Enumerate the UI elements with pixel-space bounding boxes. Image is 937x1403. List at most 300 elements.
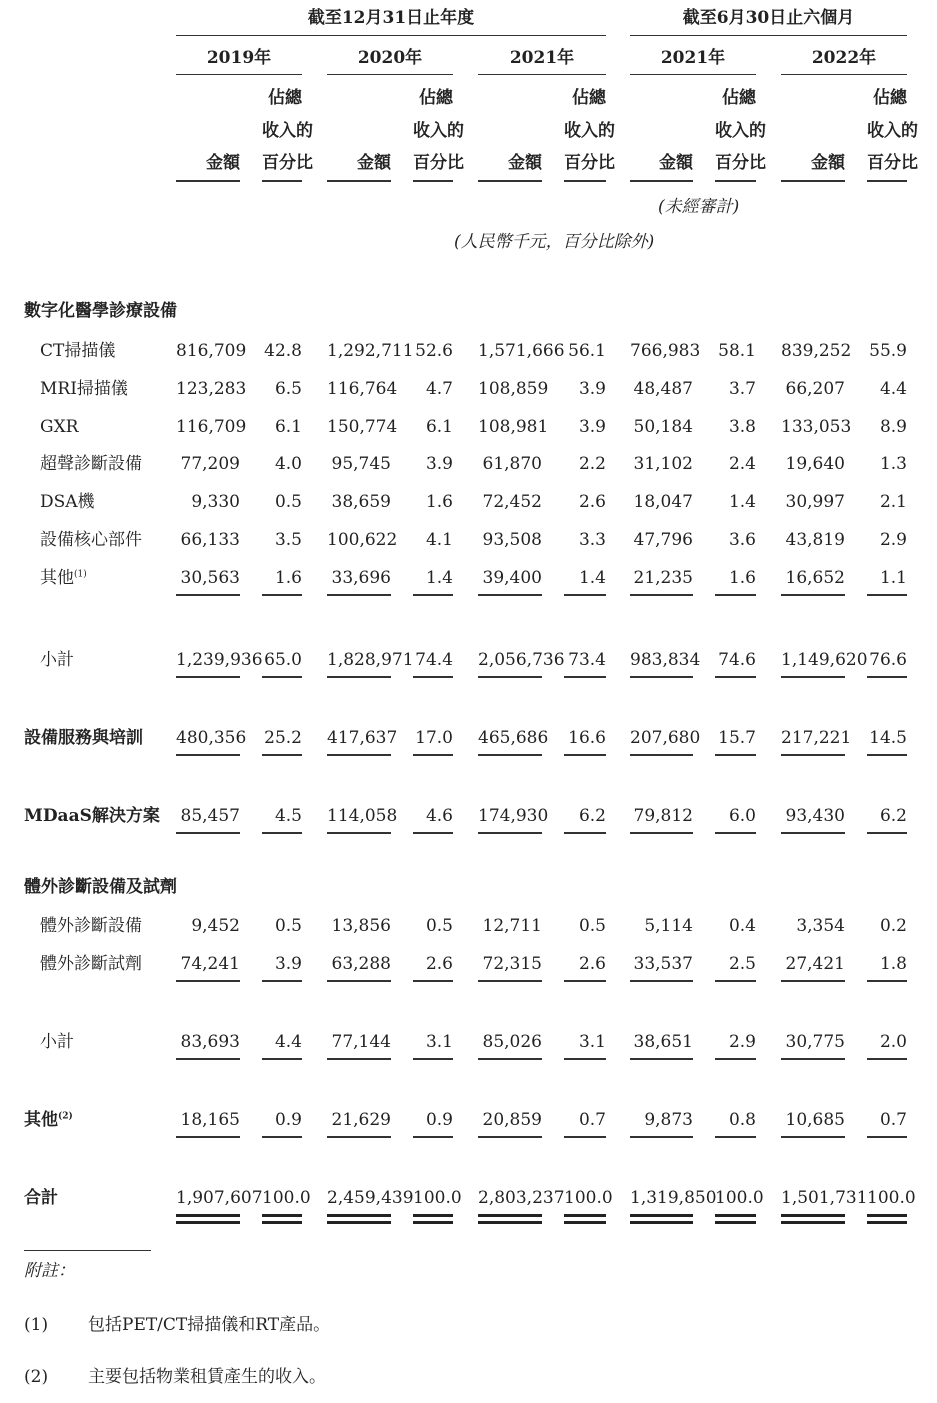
divider xyxy=(413,180,453,182)
divider xyxy=(413,832,453,834)
table-cell-amount: 9,873 xyxy=(644,1110,693,1130)
table-cell-amount: 38,659 xyxy=(331,492,391,512)
col-header-pct: 佔總 xyxy=(268,88,302,108)
table-cell-amount: 27,421 xyxy=(785,954,845,974)
divider xyxy=(564,676,606,678)
table-cell-percent: 3.8 xyxy=(728,417,756,437)
table-cell-percent: 0.9 xyxy=(425,1110,453,1130)
period-annual-header: 截至12月31日止年度 xyxy=(307,8,475,28)
table-cell-percent: 1.6 xyxy=(728,568,756,588)
double-underline xyxy=(327,1214,391,1217)
table-cell-amount: 766,983 xyxy=(630,341,701,361)
table-cell-amount: 1,501,731 xyxy=(781,1188,868,1208)
row-label-ivd-reagent: 體外診斷試劑 xyxy=(40,954,142,974)
table-cell-percent: 6.1 xyxy=(274,417,302,437)
double-underline xyxy=(867,1221,907,1224)
divider xyxy=(478,1058,542,1060)
divider xyxy=(564,1136,606,1138)
table-cell-percent: 2.2 xyxy=(578,454,606,474)
col-header-amount: 金額 xyxy=(659,153,693,173)
row-label-dsa: DSA機 xyxy=(40,492,95,512)
table-cell-percent: 8.9 xyxy=(879,417,907,437)
divider xyxy=(781,74,907,75)
year-header: 2021年 xyxy=(509,48,575,68)
table-cell-amount: 1,149,620 xyxy=(781,650,868,670)
table-cell-amount: 72,315 xyxy=(482,954,542,974)
divider xyxy=(262,1058,302,1060)
period-half-header: 截至6月30日止六個月 xyxy=(682,8,855,28)
row-label-ultrasound: 超聲診斷設備 xyxy=(40,454,142,474)
table-cell-amount: 123,283 xyxy=(176,379,247,399)
table-cell-amount: 18,047 xyxy=(633,492,693,512)
double-underline xyxy=(781,1214,845,1217)
table-cell-amount: 480,356 xyxy=(176,728,247,748)
table-cell-percent: 3.6 xyxy=(728,530,756,550)
divider xyxy=(867,676,907,678)
divider xyxy=(176,180,240,182)
table-cell-percent: 100.0 xyxy=(262,1188,311,1208)
table-cell-amount: 50,184 xyxy=(633,417,693,437)
divider xyxy=(630,676,693,678)
table-cell-percent: 0.5 xyxy=(425,916,453,936)
divider xyxy=(176,1136,240,1138)
double-underline xyxy=(262,1221,302,1224)
divider xyxy=(327,832,391,834)
table-cell-amount: 30,997 xyxy=(785,492,845,512)
table-cell-amount: 30,775 xyxy=(785,1032,845,1052)
divider xyxy=(262,180,302,182)
table-cell-amount: 21,629 xyxy=(331,1110,391,1130)
row-label-subtotal2: 小計 xyxy=(40,1032,74,1052)
table-cell-amount: 217,221 xyxy=(781,728,852,748)
divider xyxy=(781,180,845,182)
divider xyxy=(262,832,302,834)
table-cell-percent: 4.1 xyxy=(425,530,453,550)
divider xyxy=(176,754,240,756)
divider xyxy=(781,754,845,756)
table-cell-percent: 0.5 xyxy=(274,492,302,512)
table-cell-amount: 465,686 xyxy=(478,728,549,748)
note-1-number: (1) xyxy=(24,1315,49,1335)
divider xyxy=(327,74,453,75)
table-cell-percent: 0.7 xyxy=(879,1110,907,1130)
table-cell-percent: 74.4 xyxy=(415,650,453,670)
divider xyxy=(478,832,542,834)
table-cell-percent: 1.8 xyxy=(879,954,907,974)
table-cell-percent: 0.4 xyxy=(728,916,756,936)
divider xyxy=(630,754,693,756)
table-cell-amount: 1,319,850 xyxy=(630,1188,717,1208)
table-cell-percent: 74.6 xyxy=(718,650,756,670)
table-cell-percent: 52.6 xyxy=(415,341,453,361)
divider xyxy=(413,980,453,982)
divider xyxy=(867,1136,907,1138)
table-cell-amount: 9,452 xyxy=(191,916,240,936)
divider xyxy=(715,754,756,756)
divider xyxy=(413,676,453,678)
table-cell-percent: 14.5 xyxy=(869,728,907,748)
divider xyxy=(781,594,845,596)
unit-note: (人民幣千元，百分比除外) xyxy=(454,232,655,252)
divider xyxy=(781,676,845,678)
divider xyxy=(715,594,756,596)
table-cell-amount: 2,056,736 xyxy=(478,650,565,670)
divider xyxy=(564,832,606,834)
divider xyxy=(715,1136,756,1138)
divider xyxy=(176,832,240,834)
table-cell-percent: 42.8 xyxy=(264,341,302,361)
col-header-pct: 佔總 xyxy=(722,88,756,108)
table-cell-amount: 1,828,971 xyxy=(327,650,414,670)
divider xyxy=(630,74,756,75)
table-cell-percent: 100.0 xyxy=(413,1188,462,1208)
divider xyxy=(262,1136,302,1138)
table-cell-percent: 3.3 xyxy=(578,530,606,550)
table-cell-percent: 1.3 xyxy=(879,454,907,474)
table-cell-amount: 79,812 xyxy=(633,806,693,826)
table-cell-amount: 10,685 xyxy=(785,1110,845,1130)
table-cell-amount: 839,252 xyxy=(781,341,852,361)
col-header-pct: 百分比 xyxy=(564,153,615,173)
table-cell-percent: 25.2 xyxy=(264,728,302,748)
section-service: 設備服務與培訓 xyxy=(24,728,143,748)
notes-heading: 附註： xyxy=(24,1261,75,1281)
table-cell-percent: 3.5 xyxy=(274,530,302,550)
table-cell-amount: 983,834 xyxy=(630,650,701,670)
double-underline xyxy=(715,1221,756,1224)
table-cell-amount: 66,207 xyxy=(785,379,845,399)
table-cell-percent: 17.0 xyxy=(415,728,453,748)
table-cell-percent: 4.4 xyxy=(879,379,907,399)
table-cell-amount: 47,796 xyxy=(633,530,693,550)
double-underline xyxy=(630,1221,693,1224)
col-header-pct: 佔總 xyxy=(873,88,907,108)
table-cell-amount: 816,709 xyxy=(176,341,247,361)
row-label-ivd-equipment: 體外診斷設備 xyxy=(40,916,142,936)
year-header: 2021年 xyxy=(660,48,726,68)
row-label-mri: MRI掃描儀 xyxy=(40,379,128,399)
table-cell-amount: 12,711 xyxy=(482,916,542,936)
table-cell-percent: 15.7 xyxy=(718,728,756,748)
table-cell-percent: 2.0 xyxy=(879,1032,907,1052)
double-underline xyxy=(781,1221,845,1224)
table-cell-amount: 19,640 xyxy=(785,454,845,474)
table-cell-amount: 20,859 xyxy=(482,1110,542,1130)
table-cell-amount: 1,292,711 xyxy=(327,341,414,361)
table-cell-percent: 2.6 xyxy=(578,954,606,974)
section-other: 其他$^{(2)}$ xyxy=(24,1110,73,1130)
divider xyxy=(630,980,693,982)
divider xyxy=(630,594,693,596)
table-cell-amount: 9,330 xyxy=(191,492,240,512)
col-header-pct: 收入的 xyxy=(715,121,766,141)
footnote-divider xyxy=(24,1250,151,1251)
table-cell-percent: 0.5 xyxy=(578,916,606,936)
divider xyxy=(262,754,302,756)
section-digital: 數字化醫學診療設備 xyxy=(24,301,177,321)
table-cell-percent: 4.7 xyxy=(425,379,453,399)
table-cell-amount: 114,058 xyxy=(327,806,398,826)
table-cell-percent: 2.9 xyxy=(728,1032,756,1052)
table-cell-amount: 33,537 xyxy=(633,954,693,974)
table-cell-percent: 1.4 xyxy=(728,492,756,512)
divider xyxy=(413,594,453,596)
year-header: 2019年 xyxy=(206,48,272,68)
table-cell-percent: 58.1 xyxy=(718,341,756,361)
table-cell-percent: 3.7 xyxy=(728,379,756,399)
table-cell-percent: 6.2 xyxy=(879,806,907,826)
table-cell-percent: 4.4 xyxy=(274,1032,302,1052)
divider xyxy=(781,980,845,982)
table-cell-amount: 2,803,237 xyxy=(478,1188,565,1208)
divider xyxy=(176,74,302,75)
double-underline xyxy=(176,1214,240,1217)
unaudited-note: (未經審計) xyxy=(658,197,740,217)
double-underline xyxy=(564,1221,606,1224)
divider xyxy=(478,180,542,182)
col-header-pct: 收入的 xyxy=(867,121,918,141)
divider xyxy=(478,74,606,75)
table-cell-percent: 4.0 xyxy=(274,454,302,474)
divider xyxy=(564,180,606,182)
divider xyxy=(478,980,542,982)
year-header: 2022年 xyxy=(811,48,877,68)
table-cell-percent: 6.5 xyxy=(274,379,302,399)
table-cell-amount: 93,508 xyxy=(482,530,542,550)
divider xyxy=(262,676,302,678)
divider xyxy=(715,832,756,834)
col-header-amount: 金額 xyxy=(811,153,845,173)
table-cell-amount: 116,764 xyxy=(327,379,398,399)
table-cell-amount: 3,354 xyxy=(796,916,845,936)
table-cell-amount: 108,859 xyxy=(478,379,549,399)
divider xyxy=(413,1136,453,1138)
table-cell-amount: 21,235 xyxy=(633,568,693,588)
divider xyxy=(867,754,907,756)
divider xyxy=(564,980,606,982)
table-cell-amount: 85,457 xyxy=(180,806,240,826)
double-underline xyxy=(413,1214,453,1217)
divider xyxy=(715,980,756,982)
divider xyxy=(327,1136,391,1138)
section-mdaas: MDaaS解決方案 xyxy=(24,806,160,826)
table-cell-percent: 100.0 xyxy=(564,1188,613,1208)
divider xyxy=(478,1136,542,1138)
divider xyxy=(327,180,391,182)
table-cell-percent: 1.6 xyxy=(274,568,302,588)
table-cell-amount: 13,856 xyxy=(331,916,391,936)
note-2-number: (2) xyxy=(24,1367,49,1387)
table-cell-amount: 174,930 xyxy=(478,806,549,826)
divider xyxy=(715,676,756,678)
table-cell-percent: 1.6 xyxy=(425,492,453,512)
row-label-subtotal1: 小計 xyxy=(40,650,74,670)
table-cell-amount: 150,774 xyxy=(327,417,398,437)
row-label-core-parts: 設備核心部件 xyxy=(40,530,142,550)
table-cell-percent: 0.8 xyxy=(728,1110,756,1130)
table-cell-percent: 3.9 xyxy=(274,954,302,974)
table-cell-percent: 55.9 xyxy=(869,341,907,361)
table-cell-percent: 2.6 xyxy=(425,954,453,974)
divider xyxy=(781,1058,845,1060)
col-header-pct: 收入的 xyxy=(413,121,464,141)
table-cell-amount: 43,819 xyxy=(785,530,845,550)
double-underline xyxy=(478,1214,542,1217)
divider xyxy=(413,754,453,756)
table-cell-amount: 207,680 xyxy=(630,728,701,748)
table-cell-amount: 93,430 xyxy=(785,806,845,826)
table-cell-percent: 3.9 xyxy=(578,417,606,437)
divider xyxy=(478,676,542,678)
table-cell-percent: 3.1 xyxy=(578,1032,606,1052)
table-cell-amount: 5,114 xyxy=(644,916,693,936)
divider xyxy=(176,1058,240,1060)
divider xyxy=(630,832,693,834)
table-cell-percent: 16.6 xyxy=(568,728,606,748)
divider xyxy=(176,35,606,36)
divider xyxy=(630,180,693,182)
table-cell-amount: 33,696 xyxy=(331,568,391,588)
divider xyxy=(781,1136,845,1138)
table-cell-amount: 18,165 xyxy=(180,1110,240,1130)
divider xyxy=(478,754,542,756)
table-cell-amount: 61,870 xyxy=(482,454,542,474)
divider xyxy=(262,594,302,596)
row-label-ct: CT掃描儀 xyxy=(40,341,116,361)
divider xyxy=(867,594,907,596)
table-cell-amount: 1,239,936 xyxy=(176,650,263,670)
table-cell-amount: 31,102 xyxy=(633,454,693,474)
table-cell-percent: 0.5 xyxy=(274,916,302,936)
table-cell-percent: 0.9 xyxy=(274,1110,302,1130)
divider xyxy=(478,594,542,596)
table-cell-percent: 2.1 xyxy=(879,492,907,512)
note-2-text: 主要包括物業租賃產生的收入。 xyxy=(88,1367,326,1387)
double-underline xyxy=(564,1214,606,1217)
section-ivd: 體外診斷設備及試劑 xyxy=(24,877,177,897)
table-cell-amount: 95,745 xyxy=(331,454,391,474)
table-cell-amount: 72,452 xyxy=(482,492,542,512)
divider xyxy=(630,35,907,36)
table-cell-percent: 6.1 xyxy=(425,417,453,437)
col-header-pct: 佔總 xyxy=(572,88,606,108)
table-cell-amount: 30,563 xyxy=(180,568,240,588)
table-cell-amount: 85,026 xyxy=(482,1032,542,1052)
double-underline xyxy=(327,1221,391,1224)
col-header-pct: 收入的 xyxy=(564,121,615,141)
table-cell-percent: 4.6 xyxy=(425,806,453,826)
col-header-pct: 百分比 xyxy=(413,153,464,173)
table-cell-amount: 417,637 xyxy=(327,728,398,748)
table-cell-amount: 100,622 xyxy=(327,530,398,550)
col-header-amount: 金額 xyxy=(206,153,240,173)
table-cell-percent: 3.9 xyxy=(425,454,453,474)
table-cell-percent: 1.4 xyxy=(425,568,453,588)
table-cell-amount: 77,144 xyxy=(331,1032,391,1052)
col-header-amount: 金額 xyxy=(508,153,542,173)
double-underline xyxy=(413,1221,453,1224)
divider xyxy=(327,754,391,756)
double-underline xyxy=(630,1214,693,1217)
divider xyxy=(176,676,240,678)
double-underline xyxy=(262,1214,302,1217)
table-cell-percent: 2.5 xyxy=(728,954,756,974)
divider xyxy=(781,832,845,834)
divider xyxy=(715,180,756,182)
table-cell-percent: 3.9 xyxy=(578,379,606,399)
table-cell-amount: 83,693 xyxy=(180,1032,240,1052)
row-label-other1: 其他$^{(1)}$ xyxy=(40,568,87,588)
table-cell-percent: 6.2 xyxy=(578,806,606,826)
divider xyxy=(413,1058,453,1060)
table-cell-percent: 2.6 xyxy=(578,492,606,512)
table-cell-amount: 116,709 xyxy=(176,417,247,437)
note-1-text: 包括PET/CT掃描儀和RT產品。 xyxy=(88,1315,331,1335)
double-underline xyxy=(478,1221,542,1224)
divider xyxy=(867,1058,907,1060)
table-cell-percent: 76.6 xyxy=(869,650,907,670)
table-cell-percent: 56.1 xyxy=(568,341,606,361)
table-cell-amount: 77,209 xyxy=(180,454,240,474)
table-cell-percent: 73.4 xyxy=(568,650,606,670)
divider xyxy=(176,594,240,596)
table-cell-percent: 2.9 xyxy=(879,530,907,550)
divider xyxy=(564,594,606,596)
table-cell-percent: 1.1 xyxy=(879,568,907,588)
section-total: 合計 xyxy=(24,1188,58,1208)
divider xyxy=(564,754,606,756)
table-cell-amount: 16,652 xyxy=(785,568,845,588)
col-header-amount: 金額 xyxy=(357,153,391,173)
divider xyxy=(327,594,391,596)
table-cell-percent: 1.4 xyxy=(578,568,606,588)
divider xyxy=(867,980,907,982)
divider xyxy=(327,676,391,678)
divider xyxy=(867,832,907,834)
table-cell-percent: 2.4 xyxy=(728,454,756,474)
col-header-pct: 佔總 xyxy=(419,88,453,108)
row-label-gxr: GXR xyxy=(40,417,79,437)
table-cell-amount: 66,133 xyxy=(180,530,240,550)
table-cell-amount: 2,459,439 xyxy=(327,1188,414,1208)
table-cell-percent: 100.0 xyxy=(867,1188,916,1208)
table-cell-amount: 48,487 xyxy=(633,379,693,399)
table-cell-amount: 63,288 xyxy=(331,954,391,974)
table-cell-percent: 65.0 xyxy=(264,650,302,670)
divider xyxy=(262,980,302,982)
divider xyxy=(715,1058,756,1060)
table-cell-amount: 74,241 xyxy=(180,954,240,974)
divider xyxy=(327,1058,391,1060)
double-underline xyxy=(176,1221,240,1224)
table-cell-percent: 0.2 xyxy=(879,916,907,936)
table-cell-amount: 39,400 xyxy=(482,568,542,588)
divider xyxy=(176,980,240,982)
table-cell-amount: 1,907,607 xyxy=(176,1188,263,1208)
divider xyxy=(630,1058,693,1060)
table-cell-amount: 1,571,666 xyxy=(478,341,565,361)
col-header-pct: 收入的 xyxy=(262,121,313,141)
double-underline xyxy=(867,1214,907,1217)
divider xyxy=(867,180,907,182)
table-cell-amount: 108,981 xyxy=(478,417,549,437)
divider xyxy=(564,1058,606,1060)
double-underline xyxy=(715,1214,756,1217)
table-cell-amount: 133,053 xyxy=(781,417,852,437)
col-header-pct: 百分比 xyxy=(867,153,918,173)
table-cell-percent: 0.7 xyxy=(578,1110,606,1130)
table-cell-percent: 6.0 xyxy=(728,806,756,826)
